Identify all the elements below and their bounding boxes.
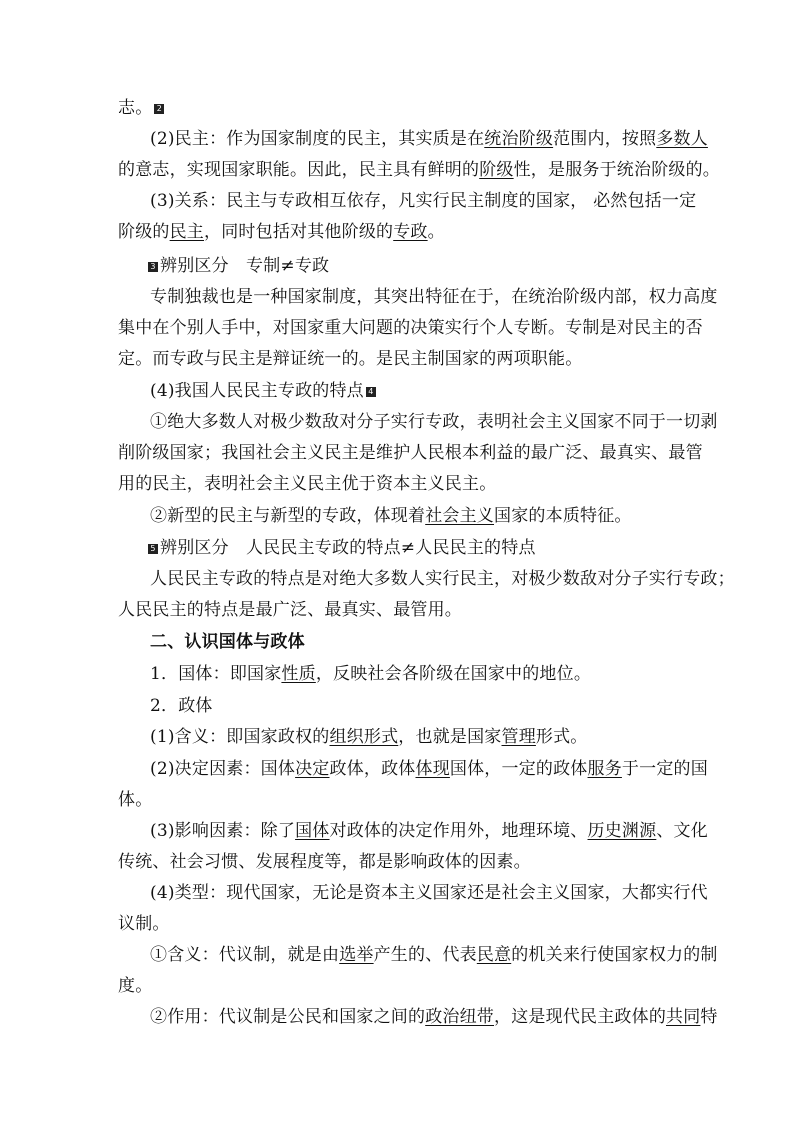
text-line-22: (2)决定因素：国体决定政体，政体体现国体，一定的政体服务于一定的国 (150, 759, 708, 779)
text-line-1: 志。 2 (0, 93, 794, 123)
text-line-17: 人民民主的特点是最广泛、最真实、最管用。 (118, 600, 462, 620)
text-line-11: ①绝大多数人对极少数敌对分子实行专政，表明社会主义国家不同于一切剥 (150, 412, 718, 432)
text-line-8: 集中在个别人手中，对国家重大问题的决策实行个人专断。专制是对民主的否 (118, 318, 703, 338)
text-line-7: 专制独裁也是一种国家制度，其突出特征在于，在统治阶级内部，权力高度 (150, 287, 718, 307)
distinction-heading-1: 3 辨别区分 专制≠专政 (0, 251, 794, 281)
text-line-16: 人民民主专政的特点是对绝大多数人实行民主，对极少数敌对分子实行专政； (150, 569, 735, 589)
text-line-25: 传统、社会习惯、发展程度等，都是影响政体的因素。 (118, 852, 531, 872)
text-line-21: (1)含义：即国家政权的组织形式，也就是国家管理形式。 (150, 727, 588, 747)
distinction-heading-2: 5 辨别区分 人民民主专政的特点≠人民民主的特点 (0, 533, 794, 563)
text-line-10: (4)我国人民民主专政的特点 4 (0, 376, 794, 406)
text-line-5: 阶级的民主，同时包括对其他阶级的专政。 (118, 222, 445, 242)
text-line-19: 1．国体：即国家性质，反映社会各阶级在国家中的地位。 (150, 664, 592, 684)
text-line-26: (4)类型：现代国家，无论是资本主义国家还是社会主义国家，大都实行代 (150, 883, 708, 903)
text-line-20: 2．政体 (150, 696, 213, 716)
section-marker-icon: 3 (148, 262, 158, 272)
text-line-12: 削阶级国家；我国社会主义民主是维护人民根本利益的最广泛、最真实、最管 (118, 443, 703, 463)
footnote-marker: 4 (366, 387, 376, 397)
text-line-14: ②新型的民主与新型的专政，体现着社会主义国家的本质特征。 (150, 506, 632, 526)
text-line-9: 定。而专政与民主是辩证统一的。是民主制国家的两项职能。 (118, 349, 583, 369)
text-line-24: (3)影响因素：除了国体对政体的决定作用外，地理环境、历史渊源、文化 (150, 821, 708, 841)
text-line-2: (2)民主：作为国家制度的民主，其实质是在统治阶级范围内，按照多数人 (150, 129, 708, 149)
text-line-30: ②作用：代议制是公民和国家之间的政治纽带，这是现代民主政体的共同特 (150, 1007, 718, 1027)
text-line-23: 体。 (118, 790, 153, 810)
text-line-28: ①含义：代议制，就是由选举产生的、代表民意的机关来行使国家权力的制 (150, 945, 718, 965)
text-line-27: 议制。 (118, 914, 170, 934)
section-heading: 二、认识国体与政体 (150, 632, 305, 652)
footnote-marker: 2 (154, 104, 164, 114)
text-line-29: 度。 (118, 976, 153, 996)
text-line-13: 用的民主，表明社会主义民主优于资本主义民主。 (118, 474, 497, 494)
text-line-3: 的意志，实现国家职能。因此，民主具有鲜明的阶级性，是服务于统治阶级的。 (118, 160, 721, 180)
text-line-4: (3)关系：民主与专政相互依存，凡实行民主制度的国家， 必然包括一定 (150, 191, 697, 211)
section-marker-icon: 5 (148, 544, 158, 554)
